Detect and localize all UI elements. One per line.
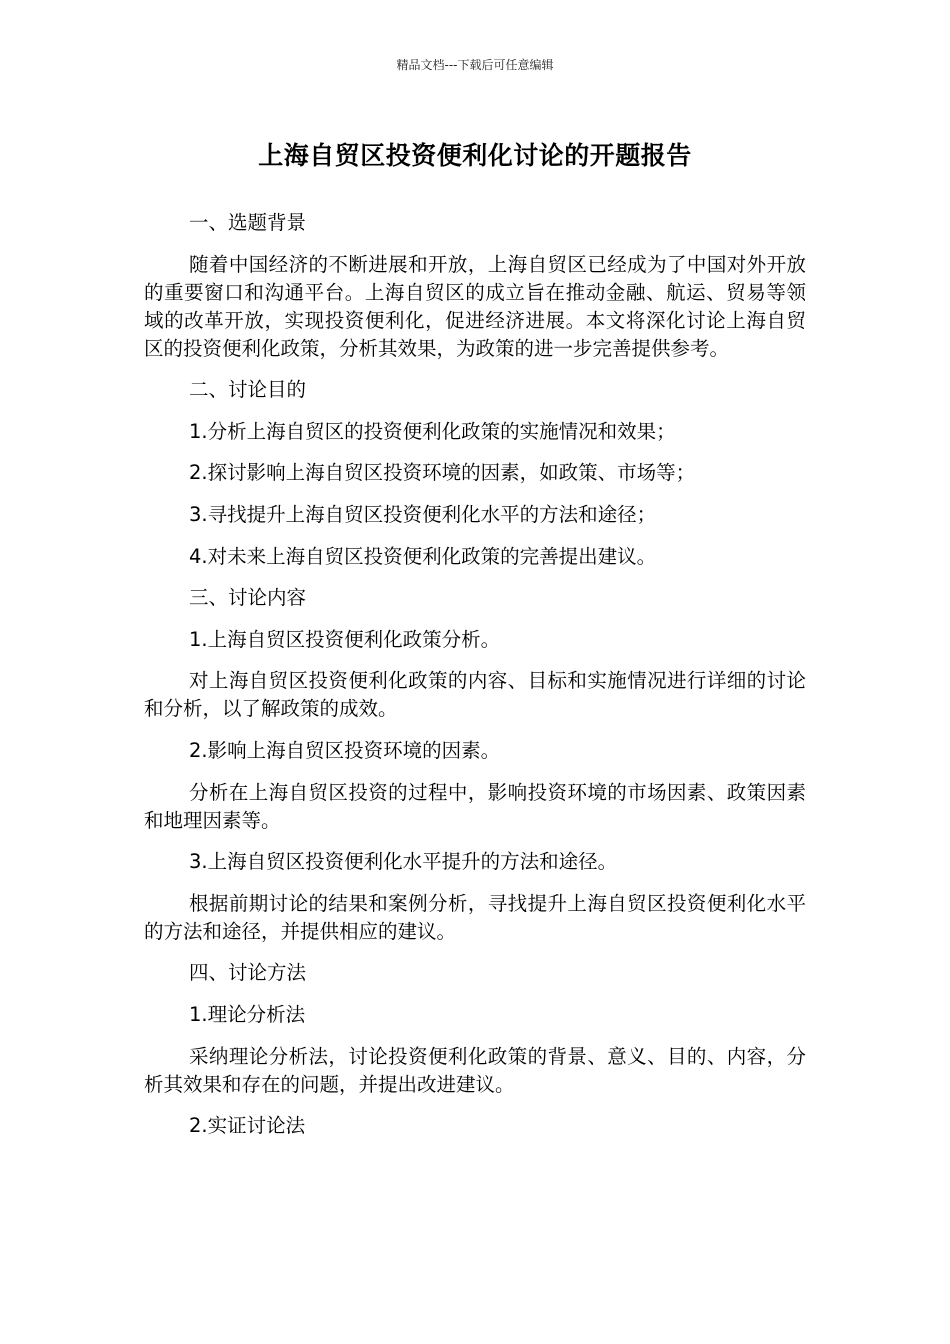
list-item-purpose-4: 4.对未来上海自贸区投资便利化政策的完善提出建议。 xyxy=(189,544,657,568)
section-heading-content: 三、讨论内容 xyxy=(189,586,307,610)
document-title: 上海自贸区投资便利化讨论的开题报告 xyxy=(258,141,692,170)
content-item-2-title: 2.影响上海自贸区投资环境的因素。 xyxy=(189,738,501,762)
paragraph-background: 随着中国经济的不断进展和开放，上海自贸区已经成为了中国对外开放的重要窗口和沟通平台。上海自贸区的成立旨在推动金融、航运、贸易等领域的改革开放，实现投资便利化，促进经济进展。本文将深化讨论上海自贸区的投资便利化政策，分析其效果，为政策的进一步完善提供参考。 xyxy=(144,252,806,360)
content-item-3-title: 3.上海自贸区投资便利化水平提升的方法和途径。 xyxy=(189,850,618,874)
content-item-1-title: 1.上海自贸区投资便利化政策分析。 xyxy=(189,627,501,651)
section-heading-purpose: 二、讨论目的 xyxy=(189,378,307,402)
section-heading-method: 四、讨论方法 xyxy=(189,961,307,985)
page-header: 精品文档---下载后可任意编辑 xyxy=(396,58,554,72)
list-item-purpose-1: 1.分析上海自贸区的投资便利化政策的实施情况和效果； xyxy=(189,419,676,443)
method-item-1-title: 1.理论分析法 xyxy=(189,1002,306,1026)
method-item-1-body: 采纳理论分析法，讨论投资便利化政策的背景、意义、目的、内容，分析其效果和存在的问题，并提出改进建议。 xyxy=(144,1044,806,1096)
list-item-purpose-3: 3.寻找提升上海自贸区投资便利化水平的方法和途径； xyxy=(189,502,657,526)
content-item-1-body: 对上海自贸区投资便利化政策的内容、目标和实施情况进行详细的讨论和分析，以了解政策的成效。 xyxy=(144,669,806,721)
content-item-3-body: 根据前期讨论的结果和案例分析，寻找提升上海自贸区投资便利化水平的方法和途径，并提供相应的建议。 xyxy=(144,891,806,943)
method-item-2-title: 2.实证讨论法 xyxy=(189,1114,306,1138)
document-body xyxy=(144,209,806,1154)
content-item-2-body: 分析在上海自贸区投资的过程中，影响投资环境的市场因素、政策因素和地理因素等。 xyxy=(144,780,806,832)
list-item-purpose-2: 2.探讨影响上海自贸区投资环境的因素，如政策、市场等； xyxy=(189,461,696,485)
section-heading-background: 一、选题背景 xyxy=(189,211,307,234)
